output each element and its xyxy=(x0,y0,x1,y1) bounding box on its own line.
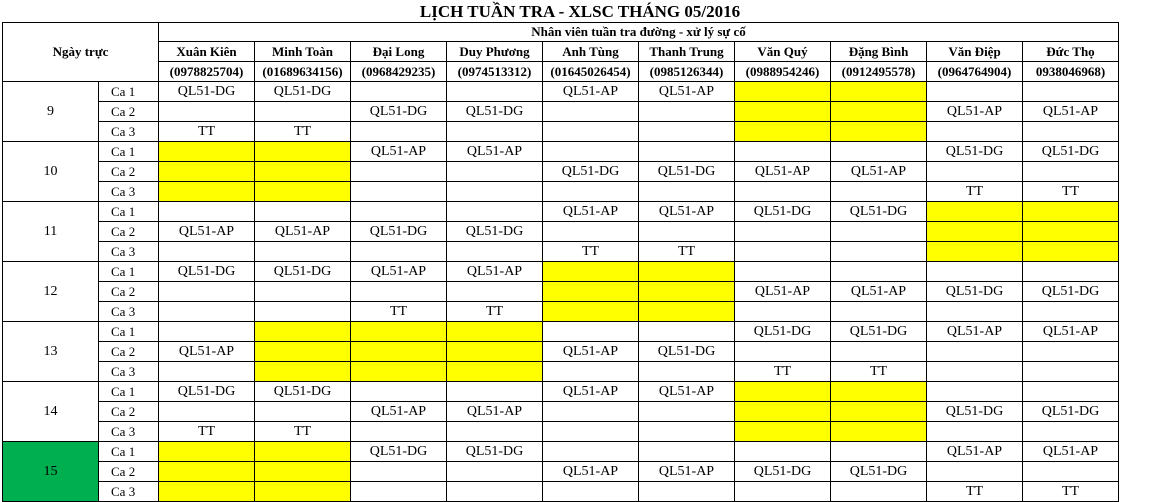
shift-label: Ca 1 xyxy=(99,82,159,102)
day-off-cell xyxy=(927,202,1023,222)
assignment-cell xyxy=(543,482,639,502)
assignment-cell xyxy=(639,182,735,202)
schedule-row xyxy=(3,462,1119,482)
assignment-cell xyxy=(543,442,639,462)
assignment-cell: TT xyxy=(351,302,447,322)
day-off-cell xyxy=(159,182,255,202)
employee-name-header: Văn Quý xyxy=(735,42,831,62)
assignment-cell: QL51-AP xyxy=(543,462,639,482)
assignment-cell: TT xyxy=(831,362,927,382)
shift-label: Ca 3 xyxy=(99,422,159,442)
assignment-cell xyxy=(927,302,1023,322)
day-off-cell xyxy=(639,302,735,322)
assignment-cell: QL51-AP xyxy=(927,322,1023,342)
day-off-cell xyxy=(255,342,351,362)
day-off-cell xyxy=(735,402,831,422)
assignment-cell: QL51-DG xyxy=(255,82,351,102)
day-off-cell xyxy=(159,482,255,502)
assignment-cell xyxy=(255,242,351,262)
day-cell: 9 xyxy=(3,82,99,142)
employee-name-header: Đức Thọ xyxy=(1023,42,1119,62)
day-off-cell xyxy=(543,302,639,322)
schedule-row xyxy=(3,402,1119,422)
assignment-cell: QL51-AP xyxy=(735,282,831,302)
assignment-cell: TT xyxy=(927,482,1023,502)
assignment-cell xyxy=(639,422,735,442)
day-off-cell xyxy=(351,342,447,362)
assignment-cell xyxy=(1023,462,1119,482)
assignment-cell xyxy=(351,162,447,182)
assignment-cell: QL51-DG xyxy=(255,262,351,282)
patrol-schedule-table xyxy=(2,22,1119,502)
assignment-cell xyxy=(831,142,927,162)
day-off-cell xyxy=(1023,202,1119,222)
schedule-row xyxy=(3,342,1119,362)
assignment-cell xyxy=(831,342,927,362)
day-off-cell xyxy=(831,122,927,142)
shift-label: Ca 1 xyxy=(99,262,159,282)
assignment-cell xyxy=(927,422,1023,442)
assignment-cell xyxy=(543,322,639,342)
assignment-cell: QL51-DG xyxy=(255,382,351,402)
assignment-cell xyxy=(543,102,639,122)
assignment-cell xyxy=(927,362,1023,382)
employee-name-header: Anh Tùng xyxy=(543,42,639,62)
assignment-cell: QL51-AP xyxy=(159,342,255,362)
assignment-cell: QL51-AP xyxy=(351,402,447,422)
assignment-cell: QL51-DG xyxy=(831,322,927,342)
assignment-cell: TT xyxy=(255,422,351,442)
employee-phone-header: (0912495578) xyxy=(831,62,927,82)
day-off-cell xyxy=(831,422,927,442)
day-cell: 14 xyxy=(3,382,99,442)
day-off-cell xyxy=(927,222,1023,242)
assignment-cell xyxy=(159,402,255,422)
day-off-cell xyxy=(447,342,543,362)
day-off-cell xyxy=(831,402,927,422)
assignment-cell xyxy=(831,482,927,502)
schedule-row xyxy=(3,202,1119,222)
assignment-cell xyxy=(159,242,255,262)
assignment-cell xyxy=(1023,262,1119,282)
assignment-cell: QL51-AP xyxy=(543,82,639,102)
assignment-cell xyxy=(351,182,447,202)
assignment-cell: QL51-AP xyxy=(447,262,543,282)
assignment-cell xyxy=(351,82,447,102)
assignment-cell: QL51-DG xyxy=(159,382,255,402)
assignment-cell: QL51-DG xyxy=(735,202,831,222)
assignment-cell xyxy=(447,462,543,482)
shift-label: Ca 2 xyxy=(99,222,159,242)
assignment-cell xyxy=(927,342,1023,362)
assignment-cell xyxy=(447,122,543,142)
assignment-cell xyxy=(447,202,543,222)
schedule-row xyxy=(3,442,1119,462)
assignment-cell: TT xyxy=(255,122,351,142)
assignment-cell: QL51-DG xyxy=(1023,142,1119,162)
assignment-cell xyxy=(1023,362,1119,382)
assignment-cell: TT xyxy=(1023,182,1119,202)
day-off-cell xyxy=(255,162,351,182)
assignment-cell xyxy=(159,302,255,322)
day-column-header: Ngày trực xyxy=(3,23,159,82)
assignment-cell xyxy=(735,222,831,242)
day-off-cell xyxy=(159,462,255,482)
assignment-cell: QL51-DG xyxy=(351,442,447,462)
schedule-row xyxy=(3,162,1119,182)
assignment-cell xyxy=(159,102,255,122)
day-off-cell xyxy=(1023,242,1119,262)
assignment-cell xyxy=(543,422,639,442)
assignment-cell xyxy=(735,182,831,202)
page-title: LỊCH TUẦN TRA - XLSC THÁNG 05/2016 xyxy=(419,2,741,21)
day-off-cell xyxy=(255,462,351,482)
assignment-cell xyxy=(927,162,1023,182)
employee-phone-header: (01689634156) xyxy=(255,62,351,82)
day-off-cell xyxy=(639,282,735,302)
assignment-cell xyxy=(447,182,543,202)
day-cell: 15 xyxy=(3,442,99,502)
shift-label: Ca 3 xyxy=(99,302,159,322)
schedule-row xyxy=(3,122,1119,142)
day-off-cell xyxy=(543,262,639,282)
day-off-cell xyxy=(255,182,351,202)
employee-name-header: Xuân Kiên xyxy=(159,42,255,62)
day-off-cell xyxy=(351,322,447,342)
assignment-cell xyxy=(447,422,543,442)
assignment-cell: QL51-AP xyxy=(831,162,927,182)
assignment-cell xyxy=(831,182,927,202)
day-off-cell xyxy=(255,142,351,162)
day-off-cell xyxy=(159,142,255,162)
assignment-cell: TT xyxy=(159,122,255,142)
assignment-cell xyxy=(639,362,735,382)
schedule-row xyxy=(3,422,1119,442)
assignment-cell: QL51-AP xyxy=(735,162,831,182)
day-off-cell xyxy=(735,422,831,442)
employee-phone-header: (01645026454) xyxy=(543,62,639,82)
employee-phone-header: 0938046968) xyxy=(1023,62,1119,82)
schedule-row xyxy=(3,262,1119,282)
employee-name-header: Văn Điệp xyxy=(927,42,1023,62)
assignment-cell xyxy=(447,162,543,182)
assignment-cell xyxy=(351,202,447,222)
assignment-cell: QL51-DG xyxy=(1023,402,1119,422)
day-cell: 11 xyxy=(3,202,99,262)
assignment-cell xyxy=(351,482,447,502)
assignment-cell xyxy=(735,142,831,162)
shift-label: Ca 1 xyxy=(99,322,159,342)
day-off-cell xyxy=(831,382,927,402)
assignment-cell xyxy=(735,342,831,362)
assignment-cell xyxy=(351,282,447,302)
day-off-cell xyxy=(735,382,831,402)
assignment-cell xyxy=(351,462,447,482)
assignment-cell: TT xyxy=(927,182,1023,202)
schedule-row xyxy=(3,82,1119,102)
assignment-cell xyxy=(351,382,447,402)
day-cell: 12 xyxy=(3,262,99,322)
assignment-cell: QL51-DG xyxy=(159,82,255,102)
assignment-cell xyxy=(351,422,447,442)
assignment-cell xyxy=(255,102,351,122)
assignment-cell xyxy=(831,302,927,322)
day-off-cell xyxy=(255,442,351,462)
assignment-cell xyxy=(543,182,639,202)
assignment-cell xyxy=(447,382,543,402)
shift-label: Ca 2 xyxy=(99,282,159,302)
assignment-cell xyxy=(255,202,351,222)
assignment-cell xyxy=(831,262,927,282)
schedule-row xyxy=(3,482,1119,502)
assignment-cell xyxy=(159,322,255,342)
schedule-row xyxy=(3,242,1119,262)
schedule-row xyxy=(3,182,1119,202)
assignment-cell: QL51-DG xyxy=(351,102,447,122)
schedule-row xyxy=(3,142,1119,162)
assignment-cell xyxy=(831,442,927,462)
assignment-cell xyxy=(543,362,639,382)
assignment-cell: QL51-DG xyxy=(927,142,1023,162)
assignment-cell xyxy=(927,382,1023,402)
assignment-cell xyxy=(927,82,1023,102)
shift-label: Ca 3 xyxy=(99,242,159,262)
day-off-cell xyxy=(1023,222,1119,242)
schedule-row xyxy=(3,322,1119,342)
day-off-cell xyxy=(447,362,543,382)
assignment-cell: QL51-AP xyxy=(351,142,447,162)
schedule-row xyxy=(3,362,1119,382)
assignment-cell: QL51-AP xyxy=(447,142,543,162)
schedule-row xyxy=(3,282,1119,302)
assignment-cell xyxy=(639,482,735,502)
assignment-cell: TT xyxy=(543,242,639,262)
day-off-cell xyxy=(927,242,1023,262)
assignment-cell: QL51-DG xyxy=(735,462,831,482)
assignment-cell: QL51-DG xyxy=(927,402,1023,422)
day-off-cell xyxy=(831,102,927,122)
assignment-cell xyxy=(639,442,735,462)
assignment-cell: QL51-AP xyxy=(927,102,1023,122)
assignment-cell: TT xyxy=(1023,482,1119,502)
shift-label: Ca 2 xyxy=(99,462,159,482)
employee-phone-header: (0964764904) xyxy=(927,62,1023,82)
day-off-cell xyxy=(639,262,735,282)
employee-phone-header: (0985126344) xyxy=(639,62,735,82)
assignment-cell xyxy=(735,262,831,282)
employee-name-header: Duy Phương xyxy=(447,42,543,62)
assignment-cell: QL51-DG xyxy=(831,462,927,482)
schedule-row xyxy=(3,222,1119,242)
assignment-cell: QL51-AP xyxy=(927,442,1023,462)
shift-label: Ca 3 xyxy=(99,122,159,142)
assignment-cell: QL51-DG xyxy=(447,102,543,122)
day-off-cell xyxy=(255,362,351,382)
assignment-cell: QL51-AP xyxy=(447,402,543,422)
assignment-cell: QL51-DG xyxy=(543,162,639,182)
day-off-cell xyxy=(159,442,255,462)
assignment-cell: QL51-DG xyxy=(159,262,255,282)
assignment-cell xyxy=(543,142,639,162)
employee-name-header: Đại Long xyxy=(351,42,447,62)
assignment-cell xyxy=(639,222,735,242)
assignment-cell: QL51-AP xyxy=(159,222,255,242)
assignment-cell: QL51-AP xyxy=(639,82,735,102)
assignment-cell xyxy=(159,202,255,222)
shift-label: Ca 3 xyxy=(99,482,159,502)
assignment-cell: QL51-AP xyxy=(639,382,735,402)
assignment-cell: QL51-AP xyxy=(1023,442,1119,462)
assignment-cell xyxy=(447,482,543,502)
assignment-cell xyxy=(159,362,255,382)
employee-name-header: Đặng Bình xyxy=(831,42,927,62)
employee-name-header: Thanh Trung xyxy=(639,42,735,62)
assignment-cell: QL51-AP xyxy=(831,282,927,302)
assignment-cell xyxy=(1023,422,1119,442)
assignment-cell xyxy=(831,242,927,262)
day-cell: 13 xyxy=(3,322,99,382)
assignment-cell: QL51-DG xyxy=(639,162,735,182)
assignment-cell xyxy=(159,282,255,302)
assignment-cell xyxy=(543,402,639,422)
assignment-cell xyxy=(1023,122,1119,142)
assignment-cell xyxy=(639,142,735,162)
assignment-cell: QL51-DG xyxy=(1023,282,1119,302)
assignment-cell xyxy=(639,122,735,142)
assignment-cell xyxy=(351,242,447,262)
assignment-cell xyxy=(735,302,831,322)
assignment-cell xyxy=(447,282,543,302)
assignment-cell xyxy=(735,482,831,502)
assignment-cell: QL51-AP xyxy=(543,382,639,402)
assignment-cell: QL51-AP xyxy=(639,202,735,222)
assignment-cell xyxy=(831,222,927,242)
shift-label: Ca 1 xyxy=(99,202,159,222)
shift-label: Ca 2 xyxy=(99,402,159,422)
assignment-cell xyxy=(639,322,735,342)
assignment-cell xyxy=(1023,82,1119,102)
assignment-cell xyxy=(1023,382,1119,402)
assignment-cell: QL51-DG xyxy=(927,282,1023,302)
employee-name-header: Minh Toàn xyxy=(255,42,351,62)
day-off-cell xyxy=(543,282,639,302)
assignment-cell: TT xyxy=(159,422,255,442)
assignment-cell xyxy=(543,222,639,242)
day-off-cell xyxy=(735,102,831,122)
assignment-cell xyxy=(255,402,351,422)
schedule-row xyxy=(3,102,1119,122)
assignment-cell xyxy=(447,82,543,102)
shift-label: Ca 2 xyxy=(99,162,159,182)
day-off-cell xyxy=(255,322,351,342)
shift-label: Ca 3 xyxy=(99,182,159,202)
assignment-cell: QL51-DG xyxy=(447,222,543,242)
assignment-cell: QL51-DG xyxy=(447,442,543,462)
assignment-cell: QL51-DG xyxy=(831,202,927,222)
assignment-cell: QL51-AP xyxy=(543,342,639,362)
schedule-row xyxy=(3,382,1119,402)
shift-label: Ca 1 xyxy=(99,142,159,162)
assignment-cell: QL51-AP xyxy=(1023,322,1119,342)
assignment-cell xyxy=(1023,302,1119,322)
assignment-cell: QL51-DG xyxy=(735,322,831,342)
shift-label: Ca 2 xyxy=(99,342,159,362)
assignment-cell xyxy=(447,242,543,262)
day-off-cell xyxy=(735,82,831,102)
assignment-cell xyxy=(927,122,1023,142)
assignment-cell: QL51-AP xyxy=(543,202,639,222)
employee-group-header: Nhân viên tuần tra đường - xử lý sự cố xyxy=(159,23,1119,42)
assignment-cell xyxy=(543,122,639,142)
assignment-cell: QL51-AP xyxy=(1023,102,1119,122)
shift-label: Ca 2 xyxy=(99,102,159,122)
employee-phone-header: (0974513312) xyxy=(447,62,543,82)
day-off-cell xyxy=(351,362,447,382)
assignment-cell xyxy=(639,102,735,122)
assignment-cell: QL51-DG xyxy=(639,342,735,362)
assignment-cell xyxy=(255,302,351,322)
assignment-cell: QL51-AP xyxy=(639,462,735,482)
day-cell: 10 xyxy=(3,142,99,202)
day-off-cell xyxy=(735,122,831,142)
assignment-cell: QL51-AP xyxy=(255,222,351,242)
shift-label: Ca 1 xyxy=(99,382,159,402)
assignment-cell: TT xyxy=(639,242,735,262)
assignment-cell xyxy=(1023,162,1119,182)
day-off-cell xyxy=(447,322,543,342)
assignment-cell: TT xyxy=(447,302,543,322)
employee-phone-header: (0988954246) xyxy=(735,62,831,82)
schedule-row xyxy=(3,302,1119,322)
assignment-cell xyxy=(927,462,1023,482)
assignment-cell: TT xyxy=(735,362,831,382)
assignment-cell xyxy=(735,242,831,262)
assignment-cell xyxy=(1023,342,1119,362)
shift-label: Ca 3 xyxy=(99,362,159,382)
day-off-cell xyxy=(159,162,255,182)
assignment-cell xyxy=(639,402,735,422)
day-off-cell xyxy=(255,482,351,502)
employee-phone-header: (0968429235) xyxy=(351,62,447,82)
shift-label: Ca 1 xyxy=(99,442,159,462)
employee-phone-header: (0978825704) xyxy=(159,62,255,82)
assignment-cell xyxy=(351,122,447,142)
assignment-cell xyxy=(927,262,1023,282)
assignment-cell: QL51-AP xyxy=(351,262,447,282)
day-off-cell xyxy=(831,82,927,102)
assignment-cell: QL51-DG xyxy=(351,222,447,242)
assignment-cell xyxy=(735,442,831,462)
assignment-cell xyxy=(255,282,351,302)
